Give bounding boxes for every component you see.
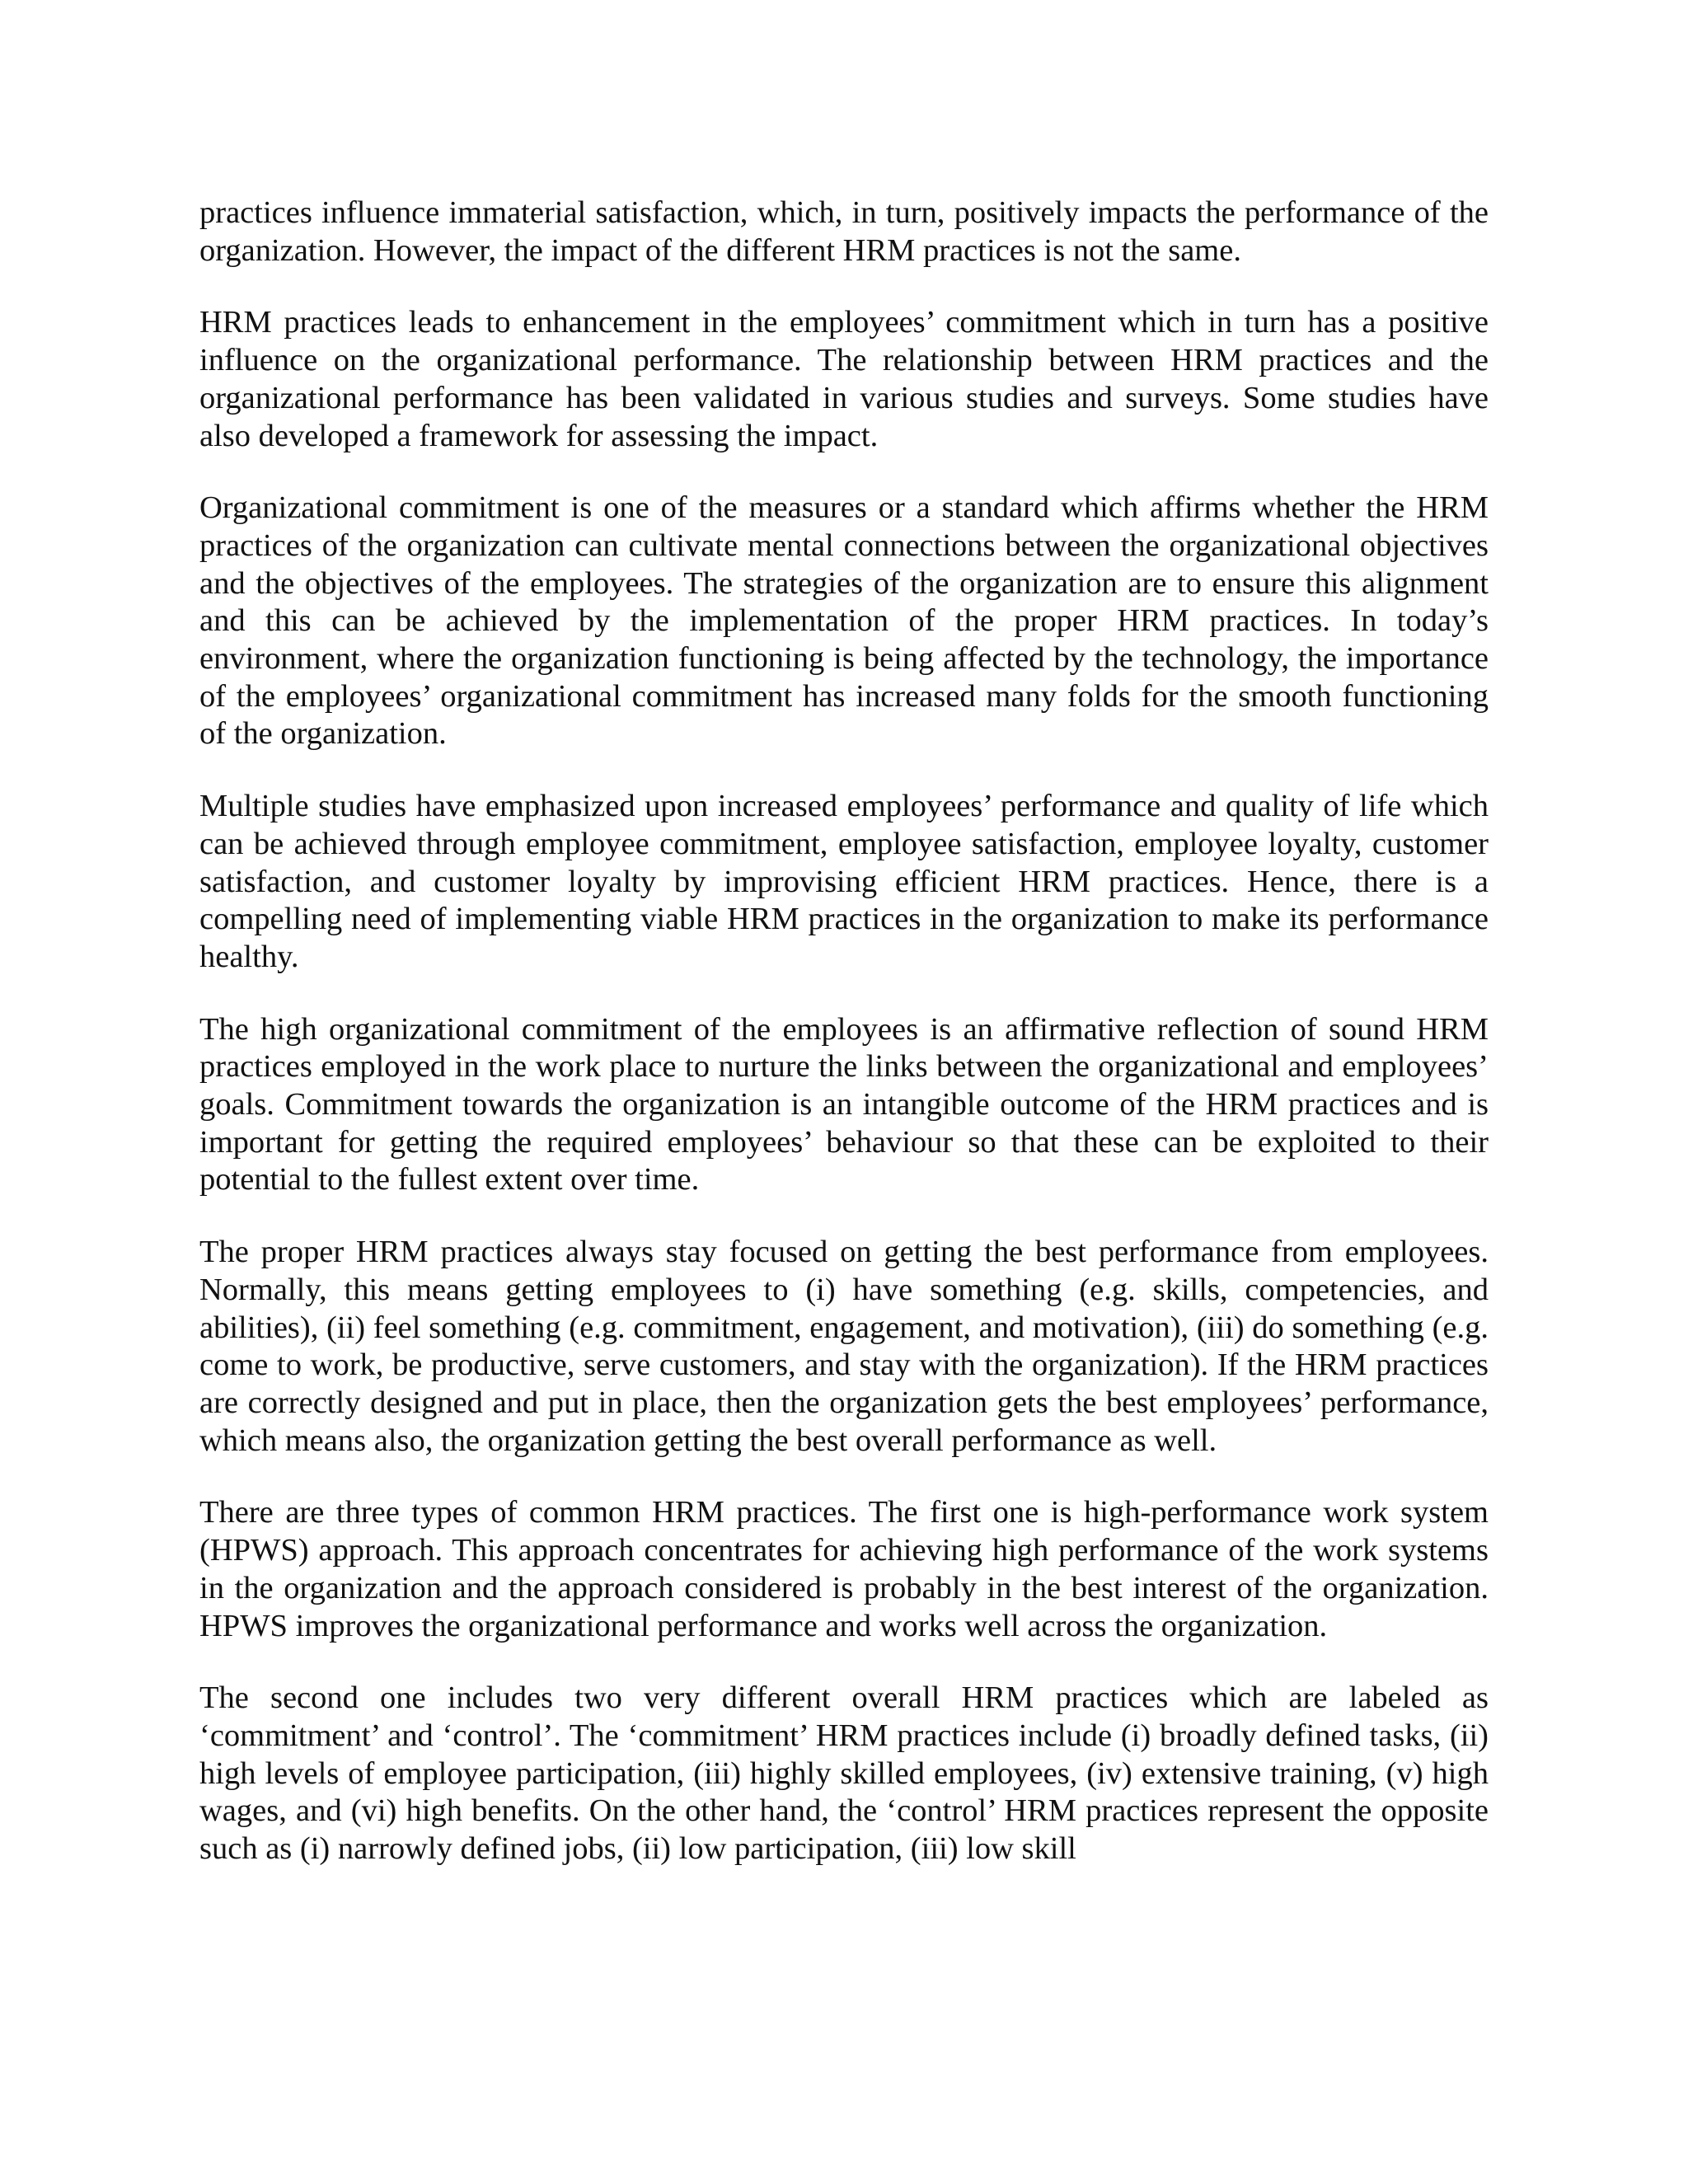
paragraph-3: Organizational commitment is one of the measures or a standard which affirms whether the HRM practices of the organization can cultivate mental connections between the organizational objectives and the objectives of the employees. The strategies of the organization are to ensure this alignment and this can be achieved by the implementation of the proper HRM practices. In today’s environment, where the organization functioning is being affected by the technology, the importance of the employees’ organizational commitment has increased many folds for the smooth functioning of the organization. bbox=[199, 490, 1489, 752]
document-page bbox=[199, 194, 1489, 1868]
paragraph-1: practices influence immaterial satisfaction, which, in turn, positively impacts the performance of the organization. However, the impact of the different HRM practices is not the same. bbox=[199, 195, 1489, 268]
paragraph-2: HRM practices leads to enhancement in the employees’ commitment which in turn has a positive influence on the organizational performance. The relationship between HRM practices and the organizational performance has been validated in various studies and surveys. Some studies have also developed a framework for assessing the impact. bbox=[199, 305, 1489, 453]
paragraph-8: The second one includes two very different overall HRM practices which are labeled as ‘commitment’ and ‘control’. The ‘commitment’ HRM practices include (i) broadly defined tasks, (ii) high levels of employee participation, (iii) highly skilled employees, (iv) extensive training, (v) high wages, and (vi) high benefits. On the other hand, the ‘control’ HRM practices represent the opposite such as (i) narrowly defined jobs, (ii) low participation, (iii) low skill bbox=[199, 1680, 1489, 1867]
paragraph-7: There are three types of common HRM practices. The first one is high-performance work system (HPWS) approach. This approach concentrates for achieving high performance of the work systems in the organization and the approach considered is probably in the best interest of the organization. HPWS improves the organizational performance and works well across the organization. bbox=[199, 1495, 1489, 1643]
paragraph-5: The high organizational commitment of the employees is an affirmative reflection of sound HRM practices employed in the work place to nurture the links between the organizational and employees’ goals. Commitment towards the organization is an intangible outcome of the HRM practices and is important for getting the required employees’ behaviour so that these can be exploited to their potential to the fullest extent over time. bbox=[199, 1011, 1489, 1197]
paragraph-6: The proper HRM practices always stay focused on getting the best performance from employees. Normally, this means getting employees to (i) have something (e.g. skills, competencies, and abilities), (ii) feel something (e.g. commitment, engagement, and motivation), (iii) do something (e.g. come to work, be productive, serve customers, and stay with the organization). If the HRM practices are correctly designed and put in place, then the organization gets the best employees’ performance, which means also, the organization getting the best overall performance as well. bbox=[199, 1235, 1489, 1458]
paragraph-4: Multiple studies have emphasized upon increased employees’ performance and quality of life which can be achieved through employee commitment, employee satisfaction, employee loyalty, customer satisfaction, and customer loyalty by improvising efficient HRM practices. Hence, there is a compelling need of implementing viable HRM practices in the organization to make its performance healthy. bbox=[199, 789, 1489, 974]
